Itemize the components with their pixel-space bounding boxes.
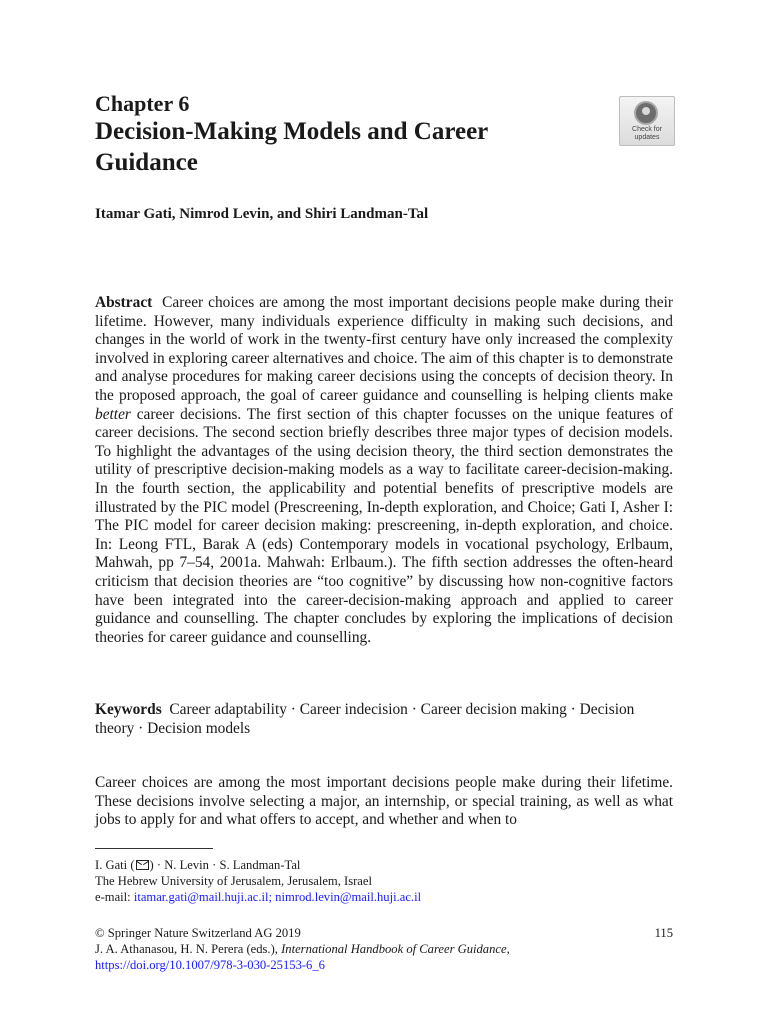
chapter-label: Chapter 6 (95, 91, 190, 116)
abstract-text-a: Career choices are among the most important decisions people make during their lifetime. However, many individuals experience difficulty in making such decisions, and changes in the world of work in the twenty-first century have only increased the complexity involved in exploring career alternatives and choice. The aim of this chapter is to demonstrate and analyse procedures for making career decisions using the concepts of decision theory. In the proposed approach, the goal of career guidance and counselling is helping clients make (95, 294, 673, 404)
intro-paragraph: Career choices are among the most important decisions people make during their lifetime. These decisions involve selecting a major, an internship, or special training, as well as what jobs to apply for and what offers to accept, and whether and when to (95, 774, 673, 829)
footnote-email (95, 889, 421, 905)
envelope-icon[interactable] (136, 860, 149, 870)
abstract-emphasis: better (95, 405, 131, 423)
book-citation (95, 941, 510, 957)
crossmark-icon (634, 101, 658, 125)
keywords-heading: Keywords (95, 701, 162, 718)
abstract (95, 294, 673, 647)
authors: Itamar Gati, Nimrod Levin, and Shiri Landman-Tal (95, 206, 429, 222)
abstract-heading: Abstract (95, 294, 153, 311)
doi-link[interactable]: https://doi.org/10.1007/978-3-030-25153-6_6 (95, 958, 325, 972)
book-suffix: , (506, 942, 510, 956)
check-for-updates-badge[interactable] (619, 96, 675, 146)
email-label: e-mail: (95, 890, 131, 904)
page-number: 115 (654, 926, 673, 940)
keywords (95, 701, 673, 738)
footnote-authors (95, 857, 300, 873)
email-links[interactable]: itamar.gati@mail.huji.ac.il; nimrod.levin@mail.huji.ac.il (133, 890, 422, 904)
keywords-text: Career adaptability · Career indecision · Career decision making · Decision theory · Decision models (95, 701, 635, 737)
abstract-text-b: career decisions. The first section of this chapter focusses on the unique features of career decisions. The second section briefly describes three major types of decision models. To highlight the advantages of the using decision theory, the third section demonstrates the utility of prescriptive decision-making models as a way to facilitate career-decision-making. In the fourth section, the applicability and potential benefits of prescriptive models are illustrated by the PIC model (Prescreening, In-depth exploration, and Choice; Gati I, Asher I: The PIC model for career decision making: prescreening, in-depth exploration, and choice. In: Leong FTL, Barak A (eds) Contemporary models in vocational psychology, Erlbaum, Mahwah, pp 7–54, 2001a. Mahwah: Erlbaum.). The fifth section addresses the often-heard criticism that decision theories are “too cognitive” by discussing how non-cognitive factors have been integrated into the career-decision-making approach and applied to career guidance and counselling. The chapter concludes by exploring the implications of decision theories for career guidance and counselling. (95, 405, 673, 646)
badge-label: Check for updates (632, 126, 662, 141)
book-editors: J. A. Athanasou, H. N. Perera (eds.), (95, 942, 278, 956)
chapter-title: Decision-Making Models and Career Guidance (95, 118, 488, 176)
footnote-divider (95, 848, 213, 849)
copyright: © Springer Nature Switzerland AG 2019 (95, 926, 301, 940)
book-title: International Handbook of Career Guidance (281, 942, 507, 956)
footnote-name-1: I. Gati ( (95, 858, 135, 872)
footnote-affiliation: The Hebrew University of Jerusalem, Jerusalem, Israel (95, 874, 372, 888)
footnote-name-2: ) · N. Levin · S. Landman-Tal (149, 858, 301, 872)
